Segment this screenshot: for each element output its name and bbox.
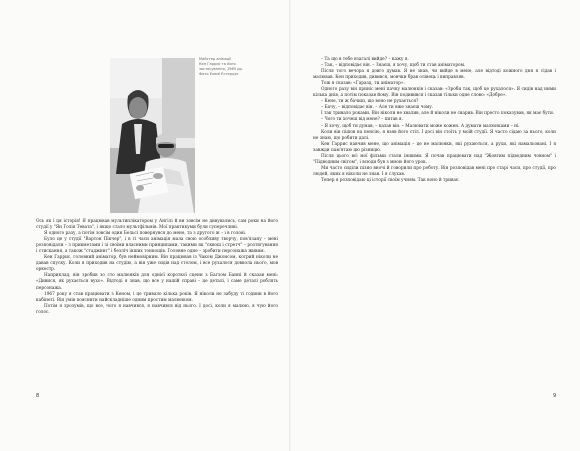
right-page [291, 0, 580, 451]
paragraph: Ось як і ця історія! Я працював мультиплікатором у Ангілі й ви зовсім не дивувались, сам роки на його студії у "Ян Голія Тевата", і якщо стало мультфільмів. Мої практикуми були суперечливі. [36, 219, 278, 231]
paragraph: Було це у студії "Вартон Пікчер", і в ті часи анімація мала свою особливу творчу, пов'язану – мені розповідали – з прикметами і зі своїми власними принципами, такими як "сквош і стретч" – розтягування і стискання, а також "стаджинг" і безліч інших тонкощів. Головне одне – зробити персонажа живим. [36, 237, 278, 255]
paragraph: Кен Гаррис, головний аніматор, був неймовірним. Він працював із Чаком Джонсом, котрий ніколи не давав спуску. Коли я приходив на студію, а він уже сидів над столом, і все рухалося довкола нього, мов оркестр. [36, 255, 278, 273]
dialogue-line: – Так, – відповідає він. – Знаєш, я хочу, щоб ти став аніматором. [321, 63, 466, 69]
paragraph: Тож я сказав: «Гаразд, ти аніматор». [321, 81, 405, 87]
paragraph: Коли він пішов на пенсію, я взяв його стіл. І досі він стоїть у моїй студії. Я часто сідаю за нього, коли не знаю, що робити далі. [313, 129, 556, 141]
paragraph: Ми часто сиділи пізно вночі й говорили про роботу. Він розповідав мені про старі часи, про студії, про людей, яких я ніколи не знав. І я слухав. [313, 165, 556, 177]
paragraph: 1967 року я став працювати з Кеном, і це тривало кілька років. Я ніколи не забуду ті години в його кабінеті. Він умів пояснити найскладніше одним простим малюнком. [36, 291, 278, 303]
dialogue-line: – Кене, ти ж бачиш, що воно не рухається? [321, 99, 419, 105]
left-page [0, 0, 289, 451]
dialogue-line: – Та що в тебе взагалі вийде? – кажу я. [321, 57, 409, 62]
paragraph: Я одного разу, а потім зовсім один Бельсі повернувся до мене, та з другого ж – і в голові. [44, 231, 247, 237]
left-body-text [36, 219, 278, 316]
paragraph: Потім я зрозумів, що все, чого я навчився, я навчився від нього. І досі, коли я малюю, я чую його голос. [36, 303, 278, 315]
paragraph: І так тривало роками. Він ніколи не хвалив, але й ніколи не сварив. Він просто показував, як має бути. [321, 111, 555, 117]
right-body-text [313, 57, 556, 184]
page-number: 8 [36, 393, 40, 399]
dialogue-line: – Я хочу, щоб ти думав, – казав він. – Малювати може кожен. А думати малюнками – ні. [321, 123, 520, 129]
photo-image [110, 58, 195, 213]
dialogue-line: – Чого ти хочеш від мене? – питав я. [321, 117, 403, 123]
archival-photo [110, 58, 195, 213]
paragraph: Кен Гаррис навчив мене, що анімація – це не малюнки, які рухаються, а рухи, які намальовані. І я завжди пам'ятаю цю різницю. [313, 141, 556, 153]
paragraph: Після того вечора я довго думав. Я не знав, чи вийде в мене, але відтоді кожного дня я сідав і малював. Кен приходив, дивився, мовчки брав олівець і виправляв. [313, 69, 556, 81]
paragraph: Одного разу він приніс мені пачку малюнків і сказав: «Зроби так, щоб це рухалося». Я сидів над ними кілька днів, а потім показав йому. Він подивився і сказав тільки одне слово: «Добре». [313, 87, 556, 99]
photo-caption: Майстер анімації Кен Гаррис та його застосування, 1965 рр. Фото Ехемі Естерцес [199, 57, 243, 76]
paragraph: Після цього всі мої фільми стали іншими. Я почав працювати над "Жовтим підводним човном" і "Підводним світом", і всюди був з мною його урок. [313, 153, 556, 165]
page-number: 9 [553, 393, 557, 399]
paragraph: Наприклад, він зробив зо сто малюнків для однієї короткої сцени з Багзом Банні й сказав мені: «Дивися, як рухається вухо». Відтоді я знав, що все у нашій справі – це деталі, і саме деталі роблять персонажа. [36, 273, 278, 291]
dialogue-line: – Бачу, – відповідає він. – Але ти вже знаєш чому. [321, 105, 434, 111]
paragraph: Тепер я розповідаю ці історії своїм учням. Так воно й триває. [321, 177, 460, 183]
